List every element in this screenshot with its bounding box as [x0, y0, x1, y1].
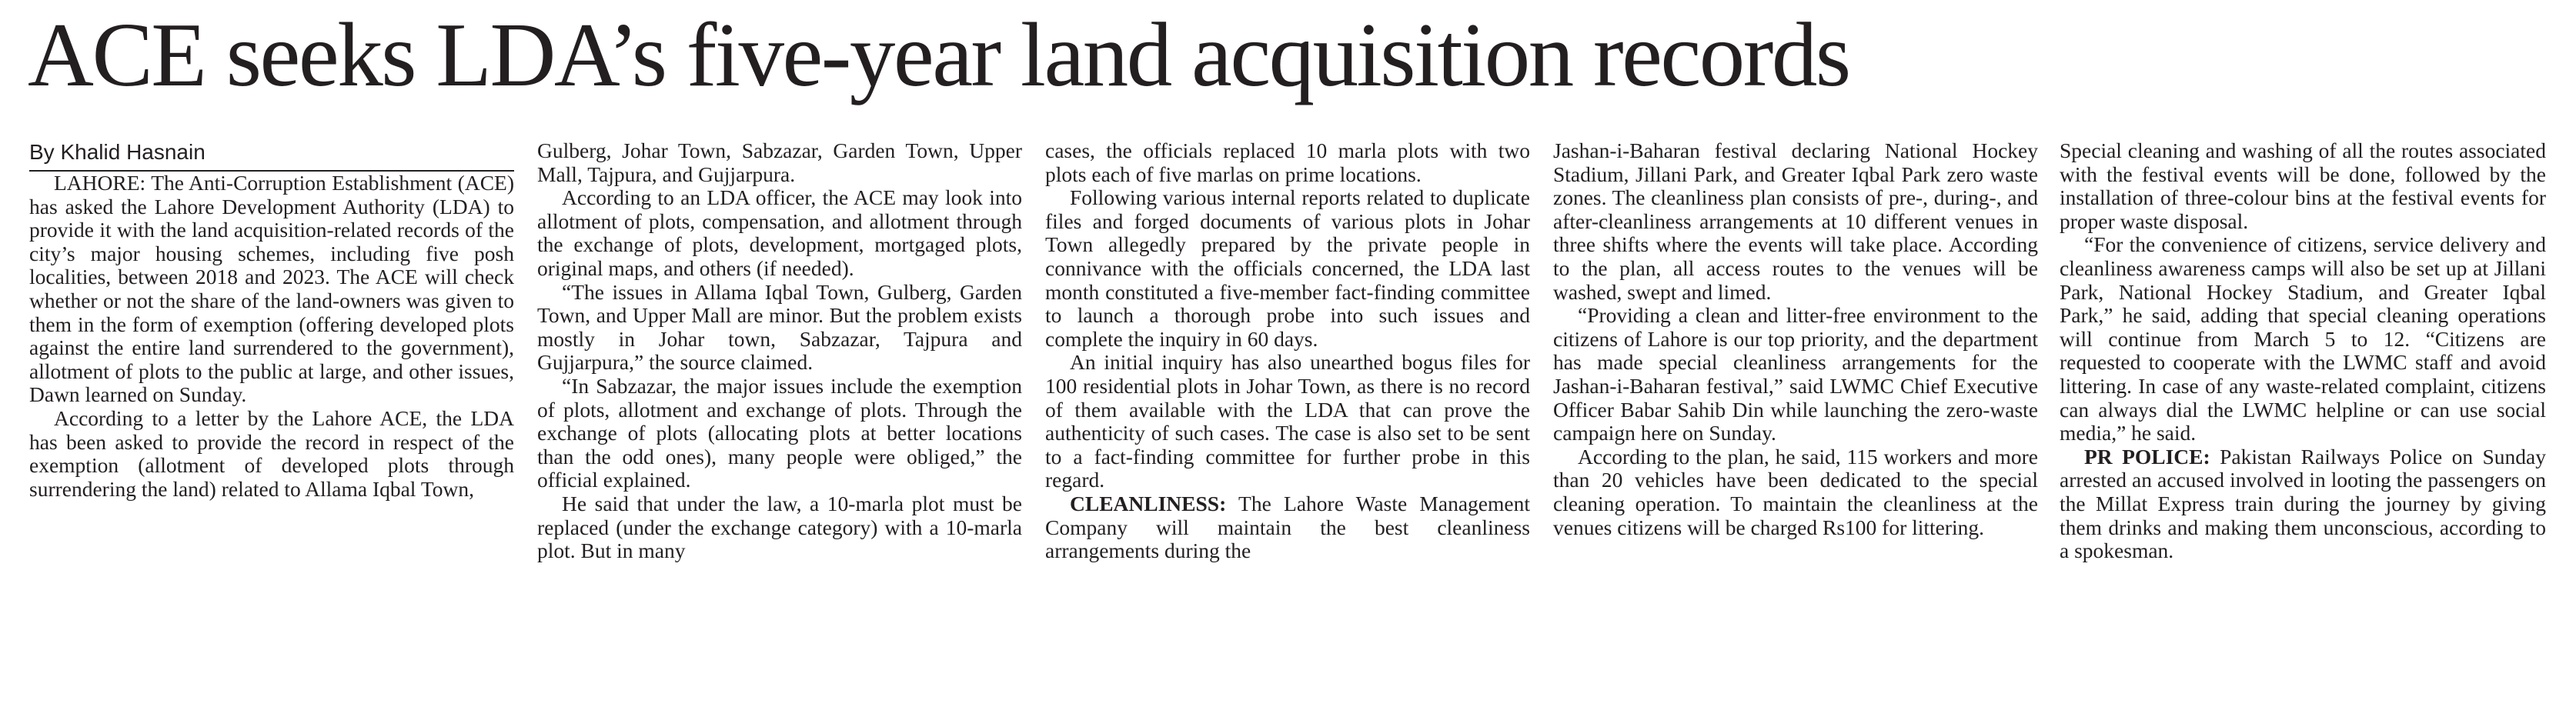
article-column-4 — [1553, 139, 2038, 539]
byline: By Khalid Hasnain — [29, 139, 514, 172]
subhead-cleanliness: CLEANLINESS: — [1070, 491, 1227, 515]
article-column-1 — [29, 139, 514, 501]
paragraph — [537, 492, 1022, 563]
paragraph — [1553, 139, 2038, 304]
paragraph — [537, 281, 1022, 375]
paragraph-text: Gulberg, Johar Town, Sabzazar, Garden Town, Upper Mall, Tajpura, and Gujjarpura. — [537, 138, 1022, 186]
paragraph — [537, 375, 1022, 492]
subhead-pr-police: PR POLICE: — [2084, 444, 2210, 469]
paragraph-text: “In Sabzazar, the major issues include the exemption of plots, allotment and exchange of plots. Through the exchange of plots (allocating plots at better locations than the odd ones), many people were obliged,” the official explained. — [537, 373, 1022, 492]
paragraph-text: The Lahore Waste Management Company will maintain the best cleanliness arrangements during the — [1045, 491, 1530, 563]
paragraph-text: Special cleaning and washing of all the routes associated with the festival events will be done, followed by the installation of three-colour bins at the festival events for proper waste disposal. — [2060, 138, 2546, 233]
paragraph-text: According to the plan, he said, 115 workers and more than 20 vehicles have been dedicated to the special cleaning operation. To maintain the cleanliness at the venues citizens will be charged Rs100 for littering. — [1553, 444, 2038, 539]
paragraph-text: Pakistan Railways Police on Sunday arrested an accused involved in looting the passengers on the Millat Express train during the journey by giving them drinks and making them unconscious, according to a spokesman. — [2060, 444, 2547, 563]
paragraph-text: Following various internal reports related to duplicate files and forged documents of various plots in Johar Town allegedly prepared by the private people in connivance with the officials concerned, the LDA last month constituted a five-member fact-finding committee to launch a thorough probe into such issues and complete the inquiry in 60 days. — [1045, 185, 1530, 351]
paragraph — [537, 139, 1022, 186]
article-column-2 — [537, 139, 1022, 563]
paragraph-text: “Providing a clean and litter-free environment to the citizens of Lahore is our top priority, and the department has made special cleanliness arrangements for the Jashan-i-Baharan festival,” said LWMC Chief Executive Officer Babar Sahib Din while launching the zero-waste campaign here on Sunday. — [1553, 303, 2038, 445]
paragraph-text: According to a letter by the Lahore ACE, the LDA has been asked to provide the record in respect of the exemption (allotment of developed plots through surrendering the land) related to Allama Iqbal Town, — [29, 405, 514, 501]
paragraph-text: According to an LDA officer, the ACE may look into allotment of plots, compensation, and allotment through the exchange of plots, development, mortgaged plots, original maps, and others (if needed). — [537, 185, 1022, 280]
paragraph — [2060, 233, 2546, 445]
paragraph — [1045, 492, 1530, 563]
paragraph-text: An initial inquiry has also unearthed bogus files for 100 residential plots in Johar Town, as there is no record of them available with the LDA that can prove the authenticity of such cases. The case is also set to be sent to a fact-finding committee for further probe in this regard. — [1045, 350, 1530, 492]
paragraph — [29, 407, 514, 501]
paragraph — [1553, 304, 2038, 445]
paragraph-text: He said that under the law, a 10-marla plot must be replaced (under the exchange category) with a 10-marla plot. But in many — [537, 491, 1022, 563]
paragraph-text: cases, the officials replaced 10 marla plots with two plots each of five marlas on prime locations. — [1045, 138, 1530, 186]
paragraph — [537, 186, 1022, 280]
paragraph — [29, 172, 514, 407]
headline: ACE seeks LDA’s five-year land acquisition records — [28, 4, 1849, 105]
article-column-3 — [1045, 139, 1530, 563]
paragraph-text: “For the convenience of citizens, service delivery and cleanliness awareness camps will also be set up at Jillani Park, National Hockey Stadium, and Greater Iqbal Park,” he said, adding that special cleaning operations will continue from March 5 to 12. “Citizens are requested to cooperate with the LWMC staff and avoid littering. In case of any waste-related complaint, citizens can always dial the LWMC helpline or can use social media,” he said. — [2060, 232, 2546, 445]
paragraph — [2060, 445, 2546, 563]
paragraph-text: “The issues in Allama Iqbal Town, Gulberg, Garden Town, and Upper Mall are minor. But the problem exists mostly in Johar town, Sabzazar, Tajpura and Gujjarpura,” the source claimed. — [537, 279, 1022, 375]
article-column-5 — [2060, 139, 2546, 563]
paragraph — [1045, 351, 1530, 492]
paragraph — [2060, 139, 2546, 233]
paragraph — [1553, 445, 2038, 539]
paragraph-text: Jashan-i-Baharan festival declaring National Hockey Stadium, Jillani Park, and Greater Iqbal Park zero waste zones. The cleanliness plan consists of pre-, during-, and after-cleanliness arrangements at 10 different venues in three shifts where the events will take place. According to the plan, all access routes to the venues will be washed, swept and limed. — [1553, 138, 2038, 304]
paragraph — [1045, 139, 1530, 186]
paragraph — [1045, 186, 1530, 351]
paragraph-text: LAHORE: The Anti-Corruption Establishment (ACE) has asked the Lahore Development Authority (LDA) to provide it with the land acquisition-related records of the city’s major housing schemes, including five posh localities, between 2018 and 2023. The ACE will check whether or not the share of the land-owners was given to them in the form of exemption (offering developed plots against the entire land surrendered to the government), allotment of plots to the public at large, and other issues, Dawn learned on Sunday. — [29, 171, 514, 407]
